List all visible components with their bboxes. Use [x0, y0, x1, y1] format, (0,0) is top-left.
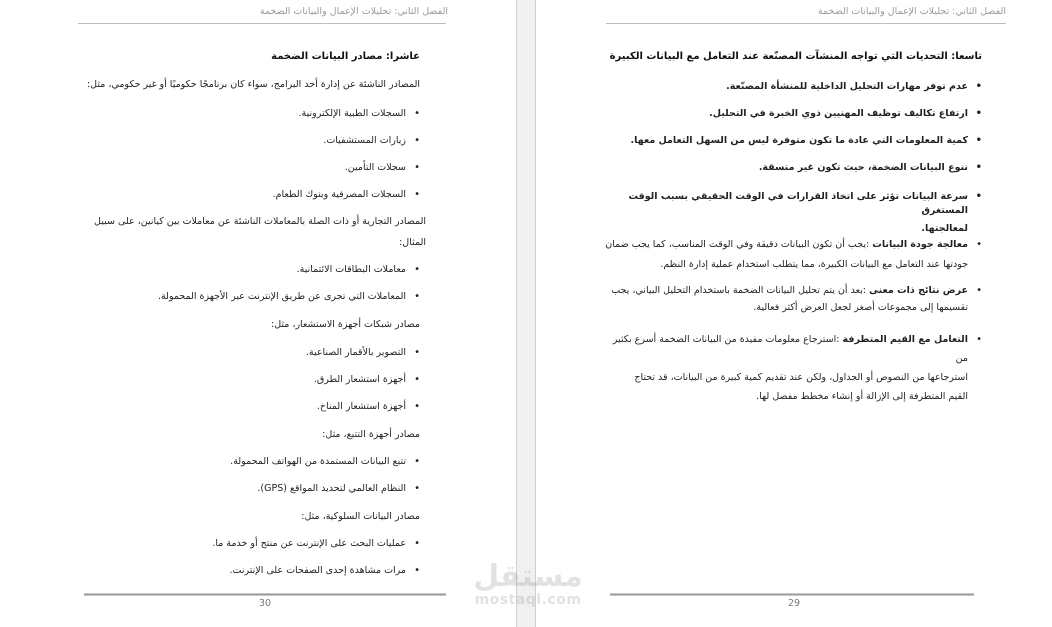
page-29 [536, 0, 1052, 627]
behavior-list [80, 537, 420, 578]
quality-text-1: :يجب أن تكون البيانات دقيقة وفي الوقت المناسب، كما يجب ضمان [605, 239, 870, 250]
section-title: تاسعا: التحديات التي تواجه المنشآت المصنّعة عند التعامل مع البيانات الكبيرة [609, 51, 982, 62]
display-label: عرض نتائج ذات معنى [869, 285, 968, 296]
list-item: • عمليات البحث على الإنترنت عن منتج أو خدمة ما. [80, 537, 420, 551]
behavior-intro: مصادر البيانات السلوكية، مثل: [301, 511, 420, 522]
list-item: • أجهزة استشعار الطرق. [80, 373, 420, 387]
list-item: • عدم توفر مهارات التحليل الداخلية للمنشأة المصنّعة. [600, 80, 982, 94]
display-text-1: :بعد أن يتم تحليل البيانات الضخمة باستخدام التحليل البياني، يجب [611, 285, 867, 296]
list-item: • كمية المعلومات التي عادة ما تكون متوفرة ليس من السهل التعامل معها. [600, 134, 982, 148]
list-item [600, 282, 982, 316]
tracking-intro: مصادر أجهزة التتبع، مثل: [322, 429, 420, 440]
watermark-latin: mostaql.com [474, 592, 582, 608]
outliers-text-2: استرجاعها من النصوص أو الجداول، ولكن عند تقديم كمية كبيرة من البيانات، قد تحتاج [634, 372, 968, 383]
sensors-list [80, 346, 420, 414]
page-gutter [516, 0, 536, 627]
display-text-2: تقسيمها إلى مجموعات أصغر لجعل العرض أكثر فعالية. [753, 302, 968, 313]
challenges-list [600, 80, 982, 175]
quality-text-2: جودتها عند التعامل مع البيانات الكبيرة، مما يتطلب استخدام عملية إدارة النظم. [660, 259, 968, 270]
speed-line-1: سرعة البيانات تؤثر على اتخاذ القرارات في الوقت الحقيقي بسبب الوقت المستغرق [628, 191, 968, 216]
footer-rule [84, 593, 446, 596]
speed-item [600, 190, 982, 240]
quality-label: معالجة جودة البيانات [872, 239, 968, 250]
outliers-item [600, 330, 982, 406]
outliers-text-1: :استرجاع معلومات مفيدة من البيانات الضخمة أسرع بكثير من [612, 334, 968, 364]
footer-rule [610, 593, 974, 596]
transactions-paragraph: المصادر التجارية أو ذات الصلة بالمعاملات الناشئة عن معاملات بين كيانين، على سبيل [94, 216, 426, 227]
list-item: • المعاملات التي تجرى عن طريق الإنترنت عبر الأجهزة المحمولة. [80, 290, 420, 304]
intro-paragraph: المصادر الناشئة عن إدارة أحد البرامج، سواء كان برنامجًا حكوميًا أو غير حكومي، مثل: [86, 79, 420, 90]
outliers-text-3: القيم المتطرفة إلى الإزالة أو إنشاء مخطط مفصل لها. [756, 391, 968, 402]
header-rule [606, 23, 1006, 24]
speed-line-2: لمعالجتها. [921, 223, 968, 234]
page-number: 29 [788, 598, 801, 609]
list-item [600, 330, 982, 406]
transactions-list [80, 263, 420, 304]
transactions-paragraph-cont: المثال: [399, 237, 426, 248]
running-head: الفصل الثاني: تحليلات الإعمال والبيانات الضخمة [259, 6, 448, 17]
list-item [600, 235, 982, 275]
header-rule [78, 23, 446, 24]
watermark-arabic: مستقل [473, 559, 583, 594]
section-title: عاشرا: مصادر البيانات الضخمة [271, 51, 420, 62]
outliers-label: التعامل مع القيم المتطرفة [842, 334, 968, 345]
list-item: • أجهزة استشعار المناخ. [80, 400, 420, 414]
tracking-list [80, 455, 420, 496]
list-item: • النظام العالمي لتحديد المواقع (GPS). [80, 482, 420, 496]
records-list [80, 107, 420, 202]
quality-item [600, 235, 982, 275]
list-item: • تنوع البيانات الضخمة، حيث تكون غير متسقة. [600, 161, 982, 175]
list-item: • زيارات المستشفيات. [80, 134, 420, 148]
list-item: • سجلات التأمين. [80, 161, 420, 175]
page-number: 30 [259, 598, 272, 609]
list-item [600, 190, 982, 240]
sensors-intro: مصادر شبكات أجهزة الاستشعار، مثل: [271, 319, 420, 330]
page-30 [0, 0, 516, 627]
list-item: • مرات مشاهدة إحدى الصفحات على الإنترنت. [80, 564, 420, 578]
list-item: • ارتفاع تكاليف توظيف المهنيين ذوي الخبرة في التحليل. [600, 107, 982, 121]
list-item: • معاملات البطاقات الائتمانية. [80, 263, 420, 277]
display-item [600, 282, 982, 316]
list-item: • السجلات الطبية الإلكترونية. [80, 107, 420, 121]
list-item: • التصوير بالأقمار الصناعية. [80, 346, 420, 360]
running-head: الفصل الثاني: تحليلات الإعمال والبيانات الضخمة [817, 6, 1006, 17]
list-item: • السجلات المصرفية وبنوك الطعام. [80, 188, 420, 202]
list-item: • تتبع البيانات المستمدة من الهواتف المحمولة. [80, 455, 420, 469]
